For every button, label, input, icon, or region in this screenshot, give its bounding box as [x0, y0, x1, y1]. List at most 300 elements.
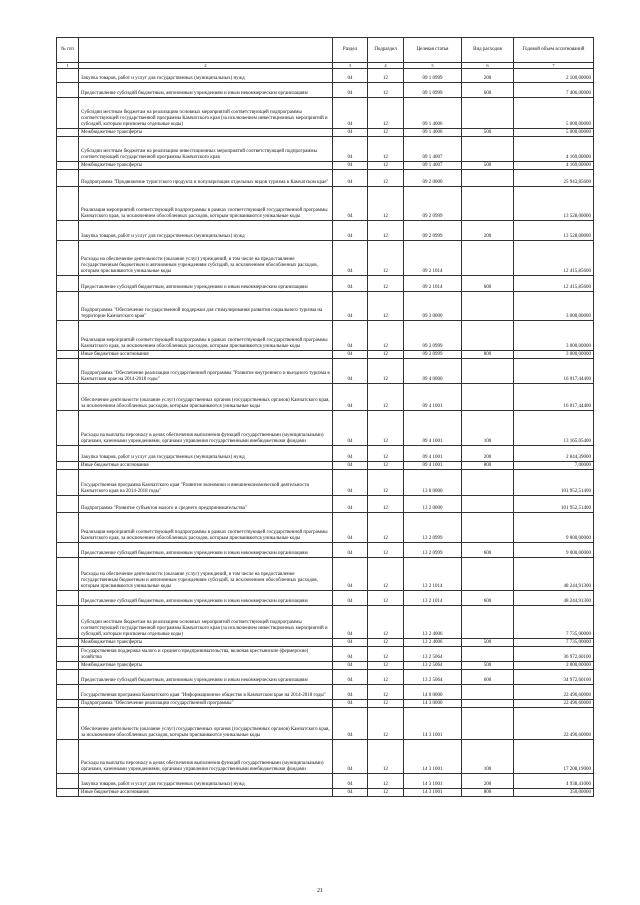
row-podrazdel: 12: [368, 639, 404, 647]
row-amount: 25 943,85600: [514, 170, 594, 187]
row-amount: 16 017,44400: [514, 384, 594, 411]
row-target-article: 14 3 0000: [404, 700, 462, 708]
row-expense-type: 600: [462, 276, 514, 292]
row-expense-type: 500: [462, 129, 514, 137]
column-index: 2: [79, 63, 333, 69]
row-number: [57, 685, 79, 700]
table-row: [57, 170, 594, 187]
row-razdel: 04: [333, 170, 368, 187]
row-target-article: 13 2 1014: [404, 558, 462, 591]
row-amount: 12 415,85600: [514, 276, 594, 292]
row-expense-type: [462, 470, 514, 496]
row-podrazdel: 12: [368, 708, 404, 740]
row-expense-type: 800: [462, 789, 514, 797]
row-amount: 36 972,60100: [514, 647, 594, 662]
row-amount: 13 528,00000: [514, 187, 594, 221]
row-number: [57, 558, 79, 591]
row-name: Межбюджетные трансферты: [79, 662, 333, 670]
row-expense-type: [462, 496, 514, 513]
row-amount: 9 000,00000: [514, 543, 594, 558]
row-number: [57, 221, 79, 241]
row-target-article: 09 1 4006: [404, 98, 462, 129]
row-target-article: 09 1 4007: [404, 162, 462, 170]
row-expense-type: [462, 241, 514, 276]
row-razdel: 04: [333, 789, 368, 797]
row-podrazdel: 12: [368, 470, 404, 496]
row-podrazdel: 12: [368, 411, 404, 446]
row-name: Подпрограмма "Обеспечение государственной поддержки для стимулирования развития социального туризма на территории Камчатского края": [79, 292, 333, 321]
row-razdel: 04: [333, 513, 368, 543]
row-number: [57, 321, 79, 351]
row-amount: 13 528,00000: [514, 221, 594, 241]
row-razdel: 04: [333, 276, 368, 292]
row-name: Государственная программа Камчатского края "Информационное общество в Камчатском крае на 2014-2018 годы": [79, 685, 333, 700]
row-razdel: 04: [333, 241, 368, 276]
row-razdel: 04: [333, 292, 368, 321]
row-podrazdel: 12: [368, 740, 404, 774]
row-name: Реализация мероприятий соответствующей подпрограммы в рамках соответствующей государственной программы Камчатского края, за исключением обособленных расходов, которым присваиваются уникальные коды: [79, 187, 333, 221]
row-name: Расходы на обеспечение деятельности (оказание услуг) учреждений, в том числе на предоставление государственным бюджетным и автономным учреждениям субсидий, за исключением обособленных расходов, которым присваиваются уникальные коды: [79, 241, 333, 276]
row-name: Подпрограмма "Развитие субъектов малого и среднего предпринимательства": [79, 496, 333, 513]
row-amount: 9 000,00000: [514, 513, 594, 543]
row-razdel: 04: [333, 137, 368, 162]
row-number: [57, 496, 79, 513]
row-razdel: 04: [333, 774, 368, 789]
row-expense-type: [462, 292, 514, 321]
row-amount: 4 169,00000: [514, 162, 594, 170]
row-name: Реализация мероприятий соответствующей подпрограммы в рамках соответствующей государственной программы Камчатского края, за исключением обособленных расходов, которым присваиваются уникальные коды: [79, 513, 333, 543]
row-number: [57, 351, 79, 359]
header-razdel: Раздел: [333, 38, 368, 63]
row-name: Расходы на обеспечение деятельности (оказание услуг) учреждений, в том числе на предоставление государственным бюджетным и автономным учреждениям субсидий, за исключением обособленных расходов, которым присваиваются уникальные коды: [79, 558, 333, 591]
row-target-article: 14 0 0000: [404, 685, 462, 700]
row-amount: 3 000,00000: [514, 321, 594, 351]
row-razdel: 04: [333, 662, 368, 670]
row-number: [57, 708, 79, 740]
row-razdel: 04: [333, 351, 368, 359]
row-number: [57, 129, 79, 137]
row-razdel: 04: [333, 558, 368, 591]
row-amount: 4 938,41000: [514, 774, 594, 789]
row-podrazdel: 12: [368, 543, 404, 558]
row-podrazdel: 12: [368, 170, 404, 187]
row-amount: 4 169,00000: [514, 137, 594, 162]
header-target-article: Целевая статья: [404, 38, 462, 63]
row-name: Подпрограмма "Обеспечение реализации государственной программы": [79, 700, 333, 708]
row-number: [57, 411, 79, 446]
row-number: [57, 462, 79, 470]
row-podrazdel: 12: [368, 276, 404, 292]
row-name: Расходы на выплаты персоналу в целях обеспечения выполнения функций государственными (муниципальными) органами, казенными учреждениями, органами управления государственными внебюджетными фондами: [79, 740, 333, 774]
row-podrazdel: 12: [368, 221, 404, 241]
header-num: № п/п: [57, 38, 79, 63]
table-row: [57, 774, 594, 789]
row-razdel: 04: [333, 496, 368, 513]
row-name: Межбюджетные трансферты: [79, 639, 333, 647]
column-index: 7: [514, 63, 594, 69]
row-name: Предоставление субсидий бюджетным, автономным учреждениям и иным некоммерческим организациям: [79, 670, 333, 685]
row-expense-type: 500: [462, 162, 514, 170]
row-podrazdel: 12: [368, 670, 404, 685]
row-razdel: 04: [333, 162, 368, 170]
row-name: Реализация мероприятий соответствующей подпрограммы в рамках соответствующей государственной программы Камчатского края, за исключением обособленных расходов, которым присваиваются уникальные коды: [79, 321, 333, 351]
row-podrazdel: 12: [368, 384, 404, 411]
row-razdel: 04: [333, 543, 368, 558]
row-target-article: 13 2 5064: [404, 647, 462, 662]
row-amount: 17 208,19000: [514, 740, 594, 774]
row-podrazdel: 12: [368, 558, 404, 591]
row-podrazdel: 12: [368, 129, 404, 137]
row-podrazdel: 12: [368, 83, 404, 98]
row-target-article: 09 4 1001: [404, 411, 462, 446]
row-name: Подпрограмма "Обеспечение реализации государственной программы "Развитие внутреннего и въездного туризма в Камчатском крае на 2014-2018 годы": [79, 359, 333, 384]
row-name: Субсидии местным бюджетам на реализацию основных мероприятий соответствующей подпрограммы соответствующей государственной программы Камчатского края (за исключением инвестиционных мероприятий и субсидий, которым присвоены отдельные коды): [79, 606, 333, 639]
row-expense-type: [462, 685, 514, 700]
row-razdel: 04: [333, 83, 368, 98]
row-expense-type: 600: [462, 670, 514, 685]
row-razdel: 04: [333, 221, 368, 241]
row-podrazdel: 12: [368, 446, 404, 462]
table-row: [57, 241, 594, 276]
row-expense-type: [462, 647, 514, 662]
table-row: [57, 470, 594, 496]
row-target-article: 14 3 1001: [404, 774, 462, 789]
column-index: 4: [368, 63, 404, 69]
row-razdel: 04: [333, 446, 368, 462]
row-amount: 7,00000: [514, 462, 594, 470]
table-row: [57, 292, 594, 321]
row-expense-type: 200: [462, 446, 514, 462]
row-number: [57, 591, 79, 606]
table-row: [57, 83, 594, 98]
row-expense-type: [462, 321, 514, 351]
row-number: [57, 606, 79, 639]
row-podrazdel: 12: [368, 789, 404, 797]
row-amount: 350,00000: [514, 789, 594, 797]
row-amount: 101 952,51400: [514, 496, 594, 513]
row-target-article: 13 2 4006: [404, 606, 462, 639]
row-amount: 2 000,00000: [514, 662, 594, 670]
row-expense-type: 500: [462, 639, 514, 647]
row-name: Закупка товаров, работ и услуг для государственных (муниципальных) нужд: [79, 446, 333, 462]
row-name: Межбюджетные трансферты: [79, 129, 333, 137]
column-index: 5: [404, 63, 462, 69]
row-target-article: 09 4 1001: [404, 446, 462, 462]
row-target-article: 09 2 0999: [404, 221, 462, 241]
row-number: [57, 170, 79, 187]
row-target-article: 13 2 0000: [404, 496, 462, 513]
row-number: [57, 700, 79, 708]
row-expense-type: [462, 187, 514, 221]
row-name: Обеспечение деятельности (оказание услуг) государственных органов (государственных органов) Камчатского края, за исключением обособленных расходов, которым присваиваются уникальные коды: [79, 384, 333, 411]
row-expense-type: 200: [462, 69, 514, 83]
row-target-article: 09 2 0999: [404, 187, 462, 221]
table-body: [57, 69, 594, 797]
table-row: [57, 789, 594, 797]
table-row: [57, 221, 594, 241]
table-row: [57, 647, 594, 662]
row-razdel: 04: [333, 384, 368, 411]
row-razdel: 04: [333, 321, 368, 351]
row-target-article: 09 1 0999: [404, 83, 462, 98]
row-expense-type: [462, 606, 514, 639]
row-target-article: 09 4 1001: [404, 384, 462, 411]
row-target-article: 14 3 1001: [404, 789, 462, 797]
row-name: Субсидии местным бюджетам на реализацию основных мероприятий соответствующей подпрограммы соответствующей государственной программы Камчатского края (за исключением инвестиционных мероприятий и субсидий, которым присвоены отдельные коды): [79, 98, 333, 129]
row-name: Субсидии местным бюджетам на реализацию инвестиционных мероприятий соответствующей подпрограммы соответствующей государственной программы Камчатского края: [79, 137, 333, 162]
row-podrazdel: 12: [368, 359, 404, 384]
row-name: Расходы на выплаты персоналу в целях обеспечения выполнения функций государственными (муниципальными) органами, казенными учреждениями, органами управления государственными внебюджетными фондами: [79, 411, 333, 446]
table-row: [57, 606, 594, 639]
row-target-article: 13 0 0000: [404, 470, 462, 496]
row-number: [57, 384, 79, 411]
row-name: Предоставление субсидий бюджетным, автономным учреждениям и иным некоммерческим организациям: [79, 591, 333, 606]
row-expense-type: 100: [462, 411, 514, 446]
row-podrazdel: 12: [368, 292, 404, 321]
table-row: [57, 591, 594, 606]
row-podrazdel: 12: [368, 513, 404, 543]
row-expense-type: [462, 558, 514, 591]
row-target-article: 13 2 0999: [404, 513, 462, 543]
header-name: [79, 38, 333, 63]
table-row: [57, 69, 594, 83]
column-index: 1: [57, 63, 79, 69]
row-name: Закупка товаров, работ и услуг для государственных (муниципальных) нужд: [79, 221, 333, 241]
row-name: Государственная программа Камчатского края "Развитие экономики и внешнеэкономической деятельности Камчатского края на 2014-2018 годы": [79, 470, 333, 496]
row-podrazdel: 12: [368, 69, 404, 83]
row-amount: 7 735,00000: [514, 639, 594, 647]
table-row: [57, 187, 594, 221]
row-expense-type: 100: [462, 740, 514, 774]
row-number: [57, 137, 79, 162]
row-expense-type: 500: [462, 662, 514, 670]
table-row: [57, 639, 594, 647]
row-amount: 2 100,00000: [514, 69, 594, 83]
row-name: Иные бюджетные ассигнования: [79, 789, 333, 797]
row-amount: 48 244,91300: [514, 558, 594, 591]
row-amount: 48 244,91300: [514, 591, 594, 606]
row-podrazdel: 12: [368, 591, 404, 606]
row-razdel: 04: [333, 359, 368, 384]
row-amount: 13 165,05400: [514, 411, 594, 446]
row-amount: 7 406,00000: [514, 83, 594, 98]
table-row: [57, 411, 594, 446]
row-target-article: 09 4 0000: [404, 359, 462, 384]
row-target-article: 13 2 0999: [404, 543, 462, 558]
row-target-article: 09 3 0999: [404, 321, 462, 351]
budget-table: [56, 37, 594, 797]
row-amount: 22 496,60000: [514, 685, 594, 700]
table-header-row: [57, 38, 594, 63]
table-row: [57, 384, 594, 411]
column-index: 3: [333, 63, 368, 69]
row-target-article: 13 2 1014: [404, 591, 462, 606]
header-expense-type: Вид расходов: [462, 38, 514, 63]
table-row: [57, 162, 594, 170]
row-amount: 5 000,00000: [514, 129, 594, 137]
row-target-article: 09 2 1014: [404, 276, 462, 292]
row-target-article: 13 2 4006: [404, 639, 462, 647]
table-row: [57, 462, 594, 470]
row-razdel: 04: [333, 129, 368, 137]
row-target-article: 09 2 1014: [404, 241, 462, 276]
row-expense-type: 800: [462, 351, 514, 359]
row-target-article: 09 1 0999: [404, 69, 462, 83]
row-amount: 34 972,60100: [514, 670, 594, 685]
row-expense-type: 600: [462, 83, 514, 98]
row-razdel: 04: [333, 670, 368, 685]
row-number: [57, 446, 79, 462]
table-row: [57, 662, 594, 670]
row-podrazdel: 12: [368, 187, 404, 221]
row-amount: 16 017,44400: [514, 359, 594, 384]
row-amount: 3 000,00000: [514, 292, 594, 321]
row-number: [57, 639, 79, 647]
row-name: Предоставление субсидий бюджетным, автономным учреждениям и иным некоммерческим организациям: [79, 543, 333, 558]
row-razdel: 04: [333, 647, 368, 662]
row-expense-type: [462, 513, 514, 543]
row-amount: 12 415,85600: [514, 241, 594, 276]
row-target-article: 13 2 5064: [404, 662, 462, 670]
row-expense-type: [462, 359, 514, 384]
row-expense-type: 200: [462, 774, 514, 789]
header-podrazdel: Подраздел: [368, 38, 404, 63]
table-row: [57, 558, 594, 591]
row-name: Предоставление субсидий бюджетным, автономным учреждениям и иным некоммерческим организациям: [79, 83, 333, 98]
row-name: Иные бюджетные ассигнования: [79, 462, 333, 470]
table-row: [57, 496, 594, 513]
row-amount: 101 952,51400: [514, 470, 594, 496]
row-razdel: 04: [333, 411, 368, 446]
row-number: [57, 543, 79, 558]
row-podrazdel: 12: [368, 98, 404, 129]
row-amount: 5 000,00000: [514, 98, 594, 129]
row-number: [57, 470, 79, 496]
row-number: [57, 83, 79, 98]
row-number: [57, 276, 79, 292]
header-annual-amount: Годовой объем ассигнований: [514, 38, 594, 63]
table-row: [57, 685, 594, 700]
row-podrazdel: 12: [368, 241, 404, 276]
table-row: [57, 137, 594, 162]
row-amount: 2 844,39000: [514, 446, 594, 462]
row-name: Межбюджетные трансферты: [79, 162, 333, 170]
row-razdel: 04: [333, 69, 368, 83]
row-number: [57, 647, 79, 662]
row-podrazdel: 12: [368, 496, 404, 513]
row-razdel: 04: [333, 462, 368, 470]
row-target-article: 09 4 1001: [404, 462, 462, 470]
row-target-article: 14 3 1001: [404, 740, 462, 774]
row-name: Предоставление субсидий бюджетным, автономным учреждениям и иным некоммерческим организациям: [79, 276, 333, 292]
row-name: Иные бюджетные ассигнования: [79, 351, 333, 359]
row-number: [57, 740, 79, 774]
table-row: [57, 276, 594, 292]
row-target-article: 13 2 5064: [404, 670, 462, 685]
row-razdel: 04: [333, 606, 368, 639]
row-number: [57, 789, 79, 797]
column-index: 6: [462, 63, 514, 69]
row-name: Государственная поддержка малого и среднего предпринимательства, включая крестьянские (фермерские) хозяйства: [79, 647, 333, 662]
row-number: [57, 241, 79, 276]
row-razdel: 04: [333, 470, 368, 496]
row-razdel: 04: [333, 685, 368, 700]
row-expense-type: [462, 700, 514, 708]
row-expense-type: [462, 708, 514, 740]
row-number: [57, 670, 79, 685]
row-razdel: 04: [333, 187, 368, 221]
table-row: [57, 700, 594, 708]
table-row: [57, 129, 594, 137]
row-amount: 7 735,00000: [514, 606, 594, 639]
row-podrazdel: 12: [368, 647, 404, 662]
row-podrazdel: 12: [368, 137, 404, 162]
row-expense-type: [462, 98, 514, 129]
row-podrazdel: 12: [368, 700, 404, 708]
page-number: 21: [317, 888, 323, 894]
row-number: [57, 69, 79, 83]
row-target-article: 09 1 4006: [404, 129, 462, 137]
row-number: [57, 359, 79, 384]
row-podrazdel: 12: [368, 162, 404, 170]
row-target-article: 14 3 1001: [404, 708, 462, 740]
row-expense-type: [462, 170, 514, 187]
row-razdel: 04: [333, 700, 368, 708]
row-razdel: 04: [333, 98, 368, 129]
row-podrazdel: 12: [368, 606, 404, 639]
row-number: [57, 292, 79, 321]
row-number: [57, 774, 79, 789]
table-row: [57, 446, 594, 462]
table-row: [57, 513, 594, 543]
table-row: [57, 98, 594, 129]
row-target-article: 09 3 0000: [404, 292, 462, 321]
row-podrazdel: 12: [368, 351, 404, 359]
row-podrazdel: 12: [368, 321, 404, 351]
row-expense-type: [462, 384, 514, 411]
row-podrazdel: 12: [368, 662, 404, 670]
row-name: Подпрограмма "Продвижение туристского продукта и популяризация отдельных видов туризма в Камчатском крае": [79, 170, 333, 187]
row-podrazdel: 12: [368, 462, 404, 470]
row-podrazdel: 12: [368, 685, 404, 700]
row-name: Закупка товаров, работ и услуг для государственных (муниципальных) нужд: [79, 774, 333, 789]
row-razdel: 04: [333, 708, 368, 740]
row-target-article: 09 1 4007: [404, 137, 462, 162]
row-number: [57, 98, 79, 129]
row-expense-type: [462, 137, 514, 162]
row-amount: 3 000,00000: [514, 351, 594, 359]
table-row: [57, 321, 594, 351]
row-expense-type: 600: [462, 543, 514, 558]
row-amount: 22 496,60000: [514, 700, 594, 708]
row-name: Закупка товаров, работ и услуг для государственных (муниципальных) нужд: [79, 69, 333, 83]
row-target-article: 09 3 0999: [404, 351, 462, 359]
row-number: [57, 513, 79, 543]
row-expense-type: 600: [462, 591, 514, 606]
row-expense-type: 800: [462, 462, 514, 470]
table-row: [57, 359, 594, 384]
row-number: [57, 187, 79, 221]
row-target-article: 09 2 0000: [404, 170, 462, 187]
row-amount: 22 496,60000: [514, 708, 594, 740]
table-row: [57, 740, 594, 774]
row-podrazdel: 12: [368, 774, 404, 789]
row-number: [57, 662, 79, 670]
row-name: Обеспечение деятельности (оказание услуг) государственных органов (государственных органов) Камчатского края, за исключением обособленных расходов, которым присваиваются уникальные коды: [79, 708, 333, 740]
row-expense-type: 200: [462, 221, 514, 241]
table-row: [57, 543, 594, 558]
row-razdel: 04: [333, 740, 368, 774]
